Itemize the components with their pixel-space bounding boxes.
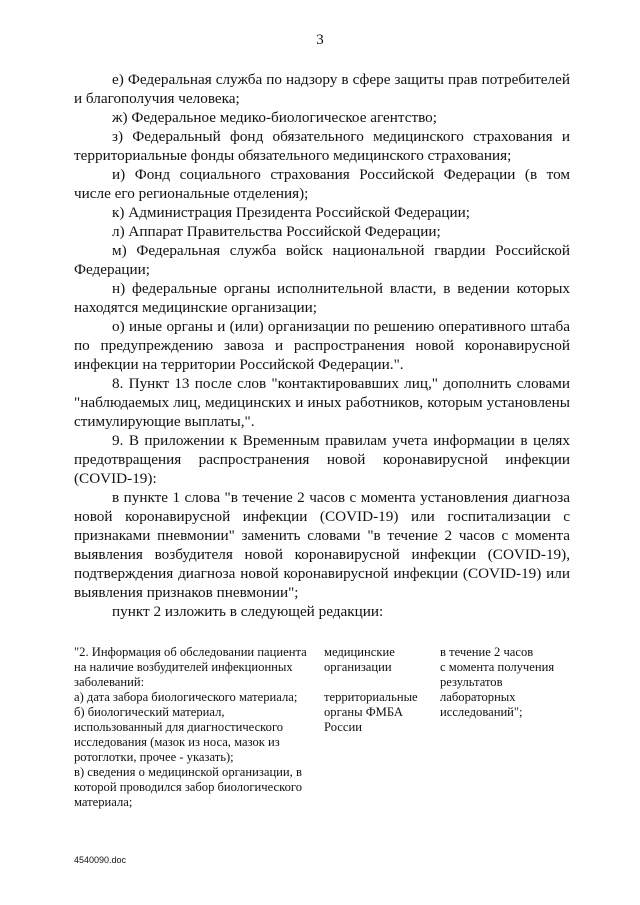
paragraph-n: н) федеральные органы исполнительной власти, в ведении которых находятся медицинские организации;	[74, 280, 570, 316]
paragraph-l: л) Аппарат Правительства Российской Федерации;	[112, 223, 441, 240]
info-table	[74, 645, 570, 810]
table-line: ротоглотки, прочее - указать);	[74, 750, 234, 764]
paragraph-8: 8. Пункт 13 после слов "контактировавших лиц," дополнить словами "наблюдаемых лиц, медицинских и иных работников, которым установлены стимулирующие выплаты,".	[74, 375, 570, 430]
paragraph-o: о) иные органы и (или) организации по решению оперативного штаба по предупреждению завоза и распространения новой коронавирусной инфекции на территории Российской Федерации.".	[74, 318, 570, 373]
table-line: на наличие возбудителей инфекционных	[74, 660, 293, 674]
table-line: результатов	[440, 675, 503, 689]
table-line: лабораторных	[440, 690, 516, 704]
table-line: которой проводился забор биологического	[74, 780, 303, 794]
table-line: органы ФМБА	[324, 705, 404, 719]
paragraph-point-1: в пункте 1 слова "в течение 2 часов с момента установления диагноза новой коронавирусной инфекции (COVID-19) или госпитализации с признаками пневмонии" заменить словами "в течение 2 часов с момента выявления возбудителя новой коронавирусной инфекции (COVID-19), подтверждения диагноза новой коронавирусной инфекции (COVID-19) или выявления признаков пневмонии";	[74, 489, 570, 601]
table-line: а) дата забора биологического материала;	[74, 690, 298, 704]
table-line: в) сведения о медицинской организации, в	[74, 765, 302, 779]
table-line: медицинские	[324, 645, 395, 659]
table-col-providers	[324, 645, 440, 810]
table-line: исследования (мазок из носа, мазок из	[74, 735, 280, 749]
table-line: в течение 2 часов	[440, 645, 534, 659]
table-line: организации	[324, 660, 392, 674]
paragraph-z: з) Федеральный фонд обязательного медицинского страхования и территориальные фонды обязательного медицинского страхования;	[74, 128, 570, 164]
table-line: материала;	[74, 795, 133, 809]
paragraph-i: и) Фонд социального страхования Российской Федерации (в том числе его региональные отделения);	[74, 166, 570, 202]
document-body	[74, 70, 570, 621]
paragraph-9: 9. В приложении к Временным правилам учета информации в целях предотвращения распространения новой коронавирусной инфекции (COVID-19):	[74, 432, 570, 487]
paragraph-m: м) Федеральная служба войск национальной гвардии Российской Федерации;	[74, 242, 570, 278]
table-col-information	[74, 645, 318, 810]
table-line: б) биологический материал,	[74, 705, 225, 719]
table-line: с момента получения	[440, 660, 555, 674]
table-line: России	[324, 720, 362, 734]
page-number: 3	[316, 32, 324, 48]
document-footer: 4540090.doc	[74, 855, 127, 865]
paragraph-point-2: пункт 2 изложить в следующей редакции:	[112, 603, 384, 620]
table-col-deadline	[440, 645, 570, 810]
paragraph-zh: ж) Федеральное медико-биологическое агентство;	[112, 109, 437, 126]
paragraph-e: е) Федеральная служба по надзору в сфере защиты прав потребителей и благополучия человека;	[74, 71, 570, 107]
table-line: территориальные	[324, 690, 418, 704]
table-line: заболеваний:	[74, 675, 145, 689]
table-line: "2. Информация об обследовании пациента	[74, 645, 307, 659]
paragraph-k: к) Администрация Президента Российской Федерации;	[112, 204, 471, 221]
table-line: использованный для диагностического	[74, 720, 284, 734]
table-line: исследований";	[440, 705, 523, 719]
